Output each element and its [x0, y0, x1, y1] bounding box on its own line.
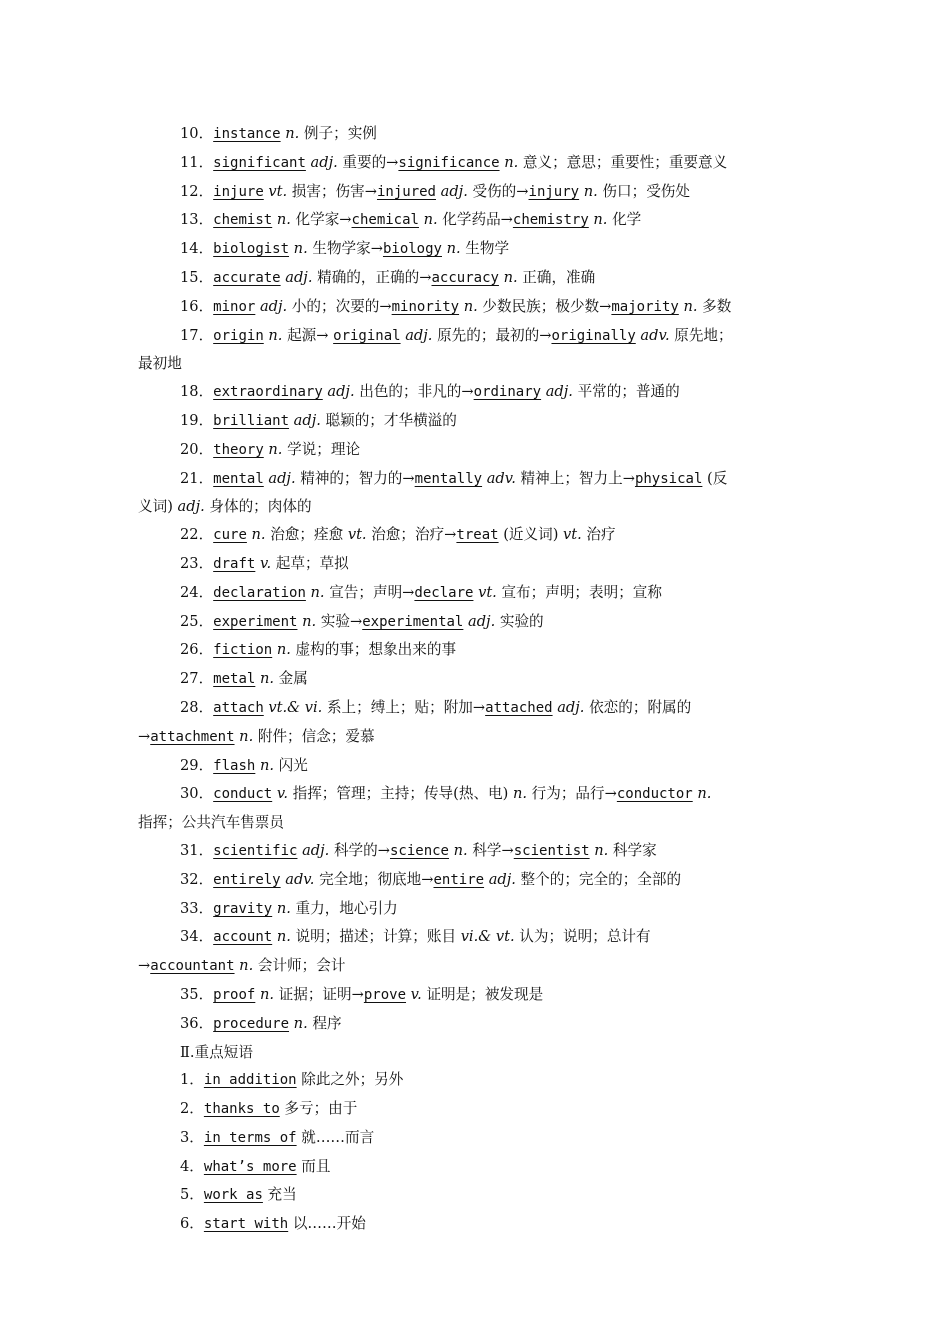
- part-of-speech: v.: [259, 554, 272, 572]
- part-of-speech: v.: [410, 985, 422, 1003]
- answer-word: in addition: [203, 1072, 297, 1089]
- answer-word: account: [213, 929, 273, 946]
- entry-continuation-line: [138, 809, 816, 837]
- part-of-speech: adj.: [259, 297, 288, 315]
- definition-text: 闪光: [274, 756, 308, 774]
- entry-line: [138, 521, 816, 550]
- entry-line: [138, 608, 816, 637]
- entry-line: [138, 636, 816, 665]
- answer-word: physical: [634, 470, 703, 487]
- definition-text: 科学的→: [329, 841, 390, 859]
- answer-word: biologist: [213, 241, 290, 258]
- part-of-speech: adj.: [468, 612, 496, 630]
- definition-text: 17．: [180, 326, 214, 344]
- definition-text: 22．: [180, 526, 214, 544]
- definition-text: 6．: [180, 1215, 204, 1233]
- part-of-speech: n.: [683, 297, 698, 315]
- definition-text: 证据；证明→: [274, 985, 364, 1003]
- part-of-speech: n.: [503, 268, 518, 286]
- definition-text: 生物学: [460, 240, 510, 258]
- definition-text: 说明；描述；计算；账目: [290, 928, 461, 946]
- entry-continuation-line: [138, 350, 816, 378]
- entry-line: [138, 465, 816, 494]
- definition-text: 2．: [180, 1100, 204, 1118]
- part-of-speech: n.: [310, 583, 325, 601]
- entry-continuation-line: [138, 723, 816, 752]
- answer-word: original: [333, 327, 401, 344]
- part-of-speech: adj.: [405, 326, 433, 344]
- definition-text: 4．: [180, 1157, 204, 1175]
- part-of-speech: adj.: [327, 383, 355, 401]
- definition-text: 认为；说明；总计有: [514, 928, 651, 946]
- definition-text: 29．: [180, 756, 214, 774]
- definition-text: 伤口；受伤处: [597, 182, 690, 200]
- definition-text: →: [138, 727, 151, 745]
- definition-text: 充当: [262, 1186, 297, 1204]
- answer-word: biology: [382, 241, 442, 258]
- answer-word: in terms of: [203, 1129, 297, 1146]
- definition-text: 12．: [180, 182, 214, 200]
- part-of-speech: n.: [239, 957, 254, 975]
- part-of-speech: adj.: [557, 698, 585, 716]
- entry-line: [138, 378, 816, 407]
- definition-text: 20．: [180, 440, 214, 458]
- answer-word: mentally: [414, 470, 483, 487]
- entry-line: [138, 866, 816, 895]
- answer-word: treat: [456, 527, 499, 544]
- answer-word: significant: [213, 154, 306, 171]
- vocabulary-list: [138, 120, 816, 1239]
- part-of-speech: adj.: [293, 411, 321, 429]
- entry-line: [138, 264, 816, 293]
- answer-word: declare: [414, 584, 474, 601]
- part-of-speech: vt.: [563, 526, 582, 544]
- definition-text: 34．: [180, 928, 214, 946]
- definition-text: 依恋的；附属的: [584, 698, 692, 716]
- answer-word: chemical: [351, 212, 419, 229]
- answer-word: accurate: [213, 269, 281, 286]
- part-of-speech: vt.: [478, 583, 497, 601]
- answer-word: origin: [213, 327, 264, 344]
- definition-text: 16．: [180, 297, 214, 315]
- definition-text: 整个的；完全的；全部的: [515, 870, 682, 888]
- part-of-speech: n.: [423, 211, 438, 229]
- entry-continuation-line: [138, 493, 816, 521]
- definition-text: 虚构的事；想象出来的事: [290, 641, 457, 659]
- definition-text: 21．: [180, 469, 214, 487]
- entry-line: [138, 436, 816, 465]
- definition-text: 精确的，正确的→: [312, 268, 432, 286]
- part-of-speech: n.: [276, 641, 291, 659]
- part-of-speech: n.: [453, 841, 468, 859]
- definition-text: 31．: [180, 841, 214, 859]
- definition-text: 起源→: [282, 326, 334, 344]
- part-of-speech: adj.: [310, 153, 338, 171]
- definition-text: 18．: [180, 383, 214, 401]
- answer-word: injured: [376, 183, 436, 200]
- definition-text: 附件；信念；爱慕: [253, 727, 375, 745]
- answer-word: attached: [485, 699, 553, 716]
- part-of-speech: adv.: [640, 326, 670, 344]
- answer-word: work as: [203, 1187, 263, 1204]
- definition-text: 义词): [138, 498, 178, 516]
- definition-text: 少数民族；极少数→: [477, 297, 612, 315]
- answer-word: ordinary: [473, 384, 542, 401]
- definition-text: 指挥；公共汽车售票员: [138, 814, 284, 832]
- part-of-speech: n.: [268, 326, 283, 344]
- definition-text: 36．: [180, 1014, 214, 1032]
- entry-line: [138, 322, 816, 351]
- definition-text: 金属: [274, 670, 308, 688]
- part-of-speech: n.: [293, 1014, 308, 1032]
- definition-text: 化学家→: [290, 211, 352, 229]
- part-of-speech: n.: [512, 785, 528, 803]
- definition-text: 身体的；肉体的: [204, 498, 312, 516]
- answer-word: entire: [433, 871, 485, 888]
- definition-text: 原先的；最初的→: [432, 326, 552, 344]
- answer-word: minor: [213, 298, 256, 315]
- definition-text: 19．: [180, 411, 214, 429]
- definition-text: 10．: [180, 125, 214, 142]
- answer-word: gravity: [213, 900, 273, 917]
- definition-text: 13．: [180, 211, 214, 229]
- part-of-speech: adv.: [285, 870, 315, 888]
- entry-line: [138, 694, 816, 723]
- definition-text: Ⅱ.重点短语: [180, 1043, 253, 1061]
- definition-text: 23．: [180, 554, 214, 572]
- definition-text: 以……开始: [288, 1215, 366, 1233]
- definition-text: 宣告；声明→: [324, 583, 415, 601]
- entry-line: [138, 1066, 816, 1095]
- part-of-speech: n.: [276, 211, 291, 229]
- definition-text: 治愈；治疗→: [366, 526, 457, 544]
- definition-text: 损害；伤害→: [287, 182, 377, 200]
- definition-text: 小的；次要的→: [287, 297, 392, 315]
- definition-text: 指挥；管理；主持；传导(热、电): [287, 785, 513, 803]
- part-of-speech: adv.: [486, 469, 516, 487]
- definition-text: 重力，地心引力: [290, 899, 398, 917]
- definition-text: 聪颖的；才华横溢的: [320, 411, 457, 429]
- answer-word: attach: [213, 699, 264, 716]
- answer-word: procedure: [213, 1015, 290, 1032]
- part-of-speech: n.: [276, 899, 291, 917]
- part-of-speech: n.: [259, 756, 275, 774]
- definition-text: 精神上；智力上→: [515, 469, 635, 487]
- part-of-speech: adj.: [488, 870, 516, 888]
- part-of-speech: n.: [463, 297, 478, 315]
- definition-text: 行为；品行→: [527, 785, 617, 803]
- definition-text: 起草；草拟: [271, 554, 349, 572]
- entry-line: [138, 1124, 816, 1153]
- entry-line: [138, 407, 816, 436]
- definition-text: (近义词): [498, 526, 564, 544]
- definition-text: 除此之外；另外: [296, 1071, 404, 1089]
- part-of-speech: n.: [259, 670, 275, 688]
- definition-text: 14．: [180, 240, 214, 258]
- definition-text: 受伤的→: [467, 182, 529, 200]
- definition-text: 重要的→: [337, 153, 399, 171]
- part-of-speech: adj.: [177, 498, 205, 516]
- definition-text: 正确，准确: [517, 268, 596, 286]
- answer-word: thanks to: [203, 1101, 280, 1118]
- answer-word: mental: [213, 470, 264, 487]
- definition-text: 就……而言: [296, 1128, 375, 1146]
- answer-word: attachment: [150, 728, 235, 745]
- entry-line: [138, 1153, 816, 1182]
- definition-text: 1．: [180, 1071, 204, 1089]
- entry-line: [138, 895, 816, 924]
- definition-text: 28．: [180, 698, 214, 716]
- entry-line: [138, 550, 816, 579]
- answer-word: fiction: [213, 642, 273, 659]
- definition-text: 原先地；: [669, 326, 733, 344]
- entry-line: [138, 665, 816, 694]
- answer-word: theory: [213, 441, 264, 458]
- part-of-speech: n.: [697, 785, 712, 803]
- part-of-speech: vt.: [268, 182, 288, 200]
- definition-text: 26．: [180, 641, 214, 659]
- part-of-speech: adj.: [545, 383, 573, 401]
- entry-line: [138, 579, 816, 608]
- part-of-speech: adj.: [440, 182, 468, 200]
- answer-word: conduct: [213, 786, 273, 803]
- part-of-speech: n.: [594, 841, 609, 859]
- definition-text: 实验的: [495, 612, 544, 630]
- definition-text: 化学: [607, 211, 642, 229]
- answer-word: cure: [213, 527, 247, 544]
- definition-text: 意义；意思；重要性；重要意义: [518, 153, 728, 171]
- part-of-speech: v.: [276, 785, 288, 803]
- definition-text: 出色的；非凡的→: [354, 383, 474, 401]
- entry-line: [138, 981, 816, 1010]
- definition-text: 会计师；会计: [253, 957, 346, 975]
- entry-line: [138, 1181, 816, 1210]
- definition-text: 3．: [180, 1128, 204, 1146]
- definition-text: 宣布；声明；表明；宣称: [496, 583, 662, 601]
- definition-text: 实验→: [316, 612, 363, 630]
- definition-text: 证明是；被发现是: [421, 985, 544, 1003]
- definition-text: 33．: [180, 899, 214, 917]
- part-of-speech: n.: [239, 727, 254, 745]
- answer-word: conductor: [616, 786, 693, 803]
- definition-text: 科学→: [467, 841, 514, 859]
- part-of-speech: vi.& vt.: [460, 928, 515, 946]
- part-of-speech: n.: [268, 440, 283, 458]
- definition-text: 32．: [180, 870, 214, 888]
- answer-word: chemist: [213, 212, 273, 229]
- definition-text: 11．: [180, 153, 214, 171]
- definition-text: 学说；理论: [282, 440, 361, 458]
- answer-word: accountant: [150, 958, 235, 975]
- entry-line: [138, 1210, 816, 1239]
- definition-text: 科学家: [608, 841, 657, 859]
- definition-text: 程序: [307, 1014, 342, 1032]
- answer-word: metal: [213, 671, 256, 688]
- answer-word: science: [389, 842, 449, 859]
- answer-word: brilliant: [213, 412, 290, 429]
- entry-line: [138, 780, 816, 809]
- answer-word: scientific: [213, 842, 298, 859]
- part-of-speech: adj.: [268, 469, 296, 487]
- definition-text: 最初地: [138, 355, 182, 373]
- answer-word: chemistry: [512, 212, 589, 229]
- answer-word: prove: [363, 986, 407, 1003]
- part-of-speech: adj.: [302, 841, 330, 859]
- definition-text: 精神的；智力的→: [295, 469, 415, 487]
- answer-word: declaration: [213, 584, 306, 601]
- entry-line: [138, 923, 816, 952]
- part-of-speech: n.: [285, 125, 300, 142]
- definition-text: 多亏；由于: [279, 1100, 358, 1118]
- definition-text: 25．: [180, 612, 214, 630]
- entry-line: [138, 1039, 816, 1067]
- definition-text: 例子；实例: [299, 125, 377, 142]
- part-of-speech: n.: [504, 153, 519, 171]
- entry-continuation-line: [138, 952, 816, 981]
- definition-text: 治愈；痊愈: [265, 526, 348, 544]
- part-of-speech: n.: [251, 526, 266, 544]
- answer-word: experiment: [213, 613, 298, 630]
- part-of-speech: n.: [276, 928, 291, 946]
- definition-text: 而且: [296, 1157, 331, 1175]
- answer-word: injury: [528, 183, 580, 200]
- entry-line: [138, 1095, 816, 1124]
- part-of-speech: vt.& vi.: [268, 698, 323, 716]
- definition-text: 化学药品→: [437, 211, 513, 229]
- part-of-speech: n.: [583, 182, 598, 200]
- definition-text: 平常的；普通的: [572, 383, 680, 401]
- answer-word: injure: [213, 183, 264, 200]
- entry-line: [138, 206, 816, 235]
- answer-word: accuracy: [431, 269, 499, 286]
- definition-text: →: [138, 957, 151, 975]
- definition-text: 24．: [180, 583, 214, 601]
- definition-text: 35．: [180, 985, 214, 1003]
- entry-line: [138, 120, 816, 149]
- answer-word: entirely: [213, 871, 281, 888]
- part-of-speech: n.: [446, 240, 461, 258]
- answer-word: experimental: [362, 613, 464, 630]
- part-of-speech: n.: [593, 211, 608, 229]
- entry-line: [138, 178, 816, 207]
- entry-line: [138, 1010, 816, 1039]
- definition-text: 治疗: [581, 526, 616, 544]
- entry-line: [138, 235, 816, 264]
- answer-word: start with: [203, 1216, 289, 1233]
- answer-word: instance: [213, 126, 281, 142]
- answer-word: draft: [213, 555, 256, 572]
- part-of-speech: adj.: [285, 268, 313, 286]
- definition-text: 系上；缚上；贴；附加→: [322, 698, 486, 716]
- entry-line: [138, 149, 816, 178]
- entry-line: [138, 752, 816, 781]
- answer-word: originally: [551, 327, 636, 344]
- answer-word: what’s more: [203, 1158, 297, 1175]
- answer-word: minority: [391, 298, 460, 315]
- part-of-speech: vt.: [347, 526, 367, 544]
- definition-text: 生物学家→: [307, 240, 383, 258]
- definition-text: 多数: [697, 297, 732, 315]
- part-of-speech: n.: [293, 240, 308, 258]
- part-of-speech: n.: [302, 612, 317, 630]
- definition-text: 30．: [180, 785, 214, 803]
- answer-word: flash: [213, 757, 256, 774]
- entry-line: [138, 837, 816, 866]
- entry-line: [138, 293, 816, 322]
- definition-text: 完全地；彻底地→: [314, 870, 434, 888]
- definition-text: (反: [702, 469, 728, 487]
- part-of-speech: n.: [259, 985, 275, 1003]
- definition-text: 5．: [180, 1186, 204, 1204]
- answer-word: proof: [213, 986, 256, 1003]
- definition-text: 27．: [180, 670, 214, 688]
- answer-word: extraordinary: [213, 384, 323, 401]
- answer-word: scientist: [513, 842, 590, 859]
- definition-text: 15．: [180, 268, 214, 286]
- answer-word: majority: [611, 298, 679, 315]
- answer-word: significance: [398, 154, 500, 171]
